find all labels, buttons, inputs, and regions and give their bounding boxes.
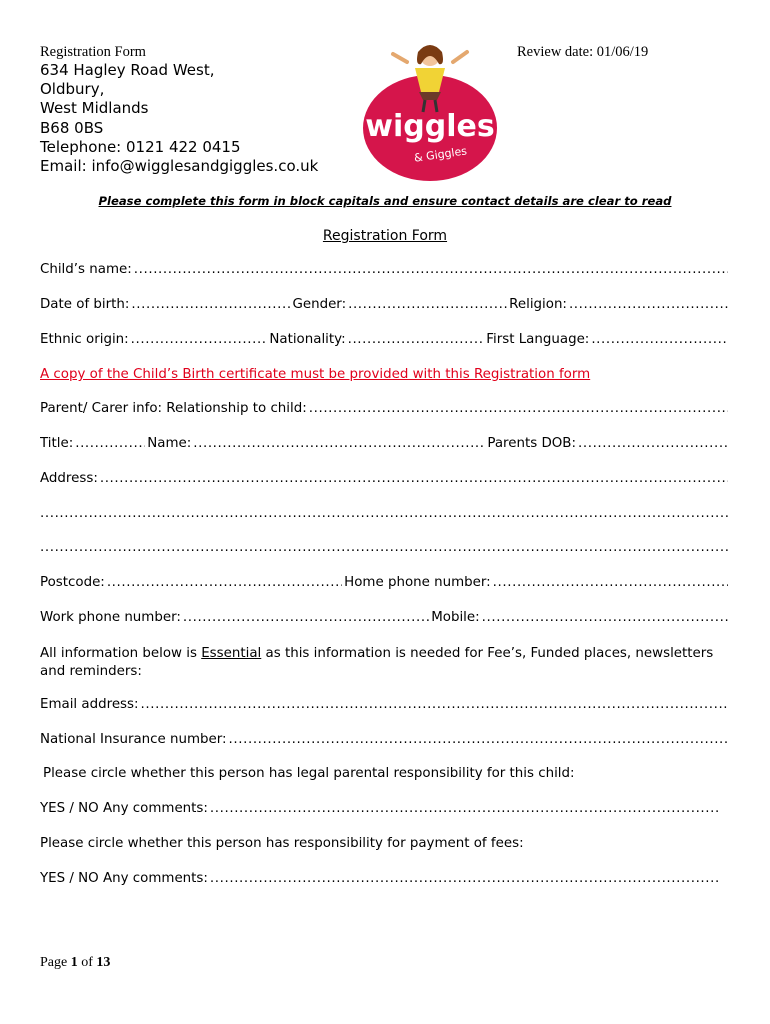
dob-field[interactable] [131, 297, 290, 312]
home-phone-field[interactable] [493, 575, 728, 590]
gender-label: Gender: [292, 297, 347, 312]
address-line-1: 634 Hagley Road West, [40, 61, 215, 79]
address-line-2: Oldbury, [40, 80, 105, 99]
nationality-label: Nationality: [269, 332, 346, 347]
parents-dob-field[interactable] [578, 436, 728, 451]
yes-no-row-2 [40, 871, 722, 886]
email-label: Email address: [40, 697, 139, 712]
essential-pre-text: All information below is [40, 646, 202, 661]
address-field-1[interactable] [100, 471, 728, 486]
first-language-label: First Language: [486, 332, 590, 347]
ni-number-field[interactable] [229, 732, 728, 747]
religion-field[interactable] [569, 297, 728, 312]
work-phone-field[interactable] [183, 610, 429, 625]
address-row-3 [40, 540, 730, 555]
ethnic-origin-field[interactable] [131, 332, 268, 347]
fees-responsibility-question: Please circle whether this person has responsibility for payment of fees: [40, 836, 524, 851]
gender-field[interactable] [348, 297, 507, 312]
of-word: of [81, 955, 93, 970]
email-address: Email: info@wigglesandgiggles.co.uk [40, 157, 319, 176]
work-phone-label: Work phone number: [40, 610, 181, 625]
birth-certificate-notice: A copy of the Child’s Birth certificate must be provided with this Registration form [40, 367, 591, 382]
wiggles-logo [355, 40, 505, 190]
legal-responsibility-question: Please circle whether this person has legal parental responsibility for this child: [43, 766, 575, 781]
comments-field-1[interactable] [210, 801, 720, 816]
address-field-2[interactable] [40, 506, 730, 521]
parent-info-row [40, 401, 730, 416]
mobile-field[interactable] [482, 610, 728, 625]
dob-label: Date of birth: [40, 297, 130, 312]
yes-no-row-1 [40, 801, 722, 816]
title-field[interactable] [75, 436, 145, 451]
comments-field-2[interactable] [210, 871, 720, 886]
postcode-homephone-row [40, 575, 730, 590]
postcode-field[interactable] [107, 575, 342, 590]
ethnic-nationality-language-row [40, 332, 730, 347]
page-title: Registration Form [322, 228, 448, 244]
parent-info-label: Parent/ Carer info: Relationship to child: [40, 401, 307, 416]
essential-word: Essential [201, 646, 262, 661]
childs-name-field[interactable] [134, 262, 728, 277]
home-phone-label: Home phone number: [344, 575, 491, 590]
email-row [40, 697, 730, 712]
current-page: 1 [70, 955, 78, 970]
ni-number-label: National Insurance number: [40, 732, 227, 747]
address-row-2 [40, 506, 730, 521]
address-label: Address: [40, 471, 98, 486]
yes-no-label-2[interactable]: YES / NO Any comments: [40, 871, 208, 886]
childs-name-row [40, 262, 730, 277]
title-name-dob-row [40, 436, 730, 451]
address-row [40, 471, 730, 486]
childs-name-label: Child’s name: [40, 262, 132, 277]
address-field-3[interactable] [40, 540, 730, 555]
yes-no-label-1[interactable]: YES / NO Any comments: [40, 801, 208, 816]
ethnic-origin-label: Ethnic origin: [40, 332, 129, 347]
address-line-3: West Midlands [40, 99, 149, 118]
title-label: Title: [40, 436, 74, 451]
first-language-field[interactable] [591, 332, 728, 347]
parents-dob-label: Parents DOB: [487, 436, 576, 451]
logo-text-main: wiggles [365, 109, 495, 144]
address-block [40, 61, 318, 176]
nationality-field[interactable] [348, 332, 485, 347]
essential-info-paragraph [40, 645, 730, 681]
email-field[interactable] [141, 697, 728, 712]
form-label: Registration Form [40, 44, 146, 60]
telephone: Telephone: 0121 422 0415 [40, 137, 241, 156]
name-label: Name: [147, 436, 192, 451]
religion-label: Religion: [509, 297, 567, 312]
work-mobile-row [40, 610, 730, 625]
ni-number-row [40, 732, 730, 747]
name-field[interactable] [193, 436, 485, 451]
page-word: Page [40, 955, 68, 970]
instruction-text: Please complete this form in block capitals and ensure contact details are clear to read [98, 194, 672, 208]
logo-text-sub: & Giggles [413, 144, 468, 165]
mobile-label: Mobile: [431, 610, 480, 625]
page-number [40, 955, 110, 971]
postcode-label: Postcode: [40, 575, 105, 590]
total-pages: 13 [96, 955, 111, 970]
address-postcode: B68 0BS [40, 118, 104, 137]
review-date: Review date: 01/06/19 [517, 44, 649, 60]
dob-gender-religion-row [40, 297, 730, 312]
essential-post-text: as this information is needed for Fee’s, Funded places, newsletters and reminders: [40, 646, 714, 679]
relationship-field[interactable] [309, 401, 728, 416]
